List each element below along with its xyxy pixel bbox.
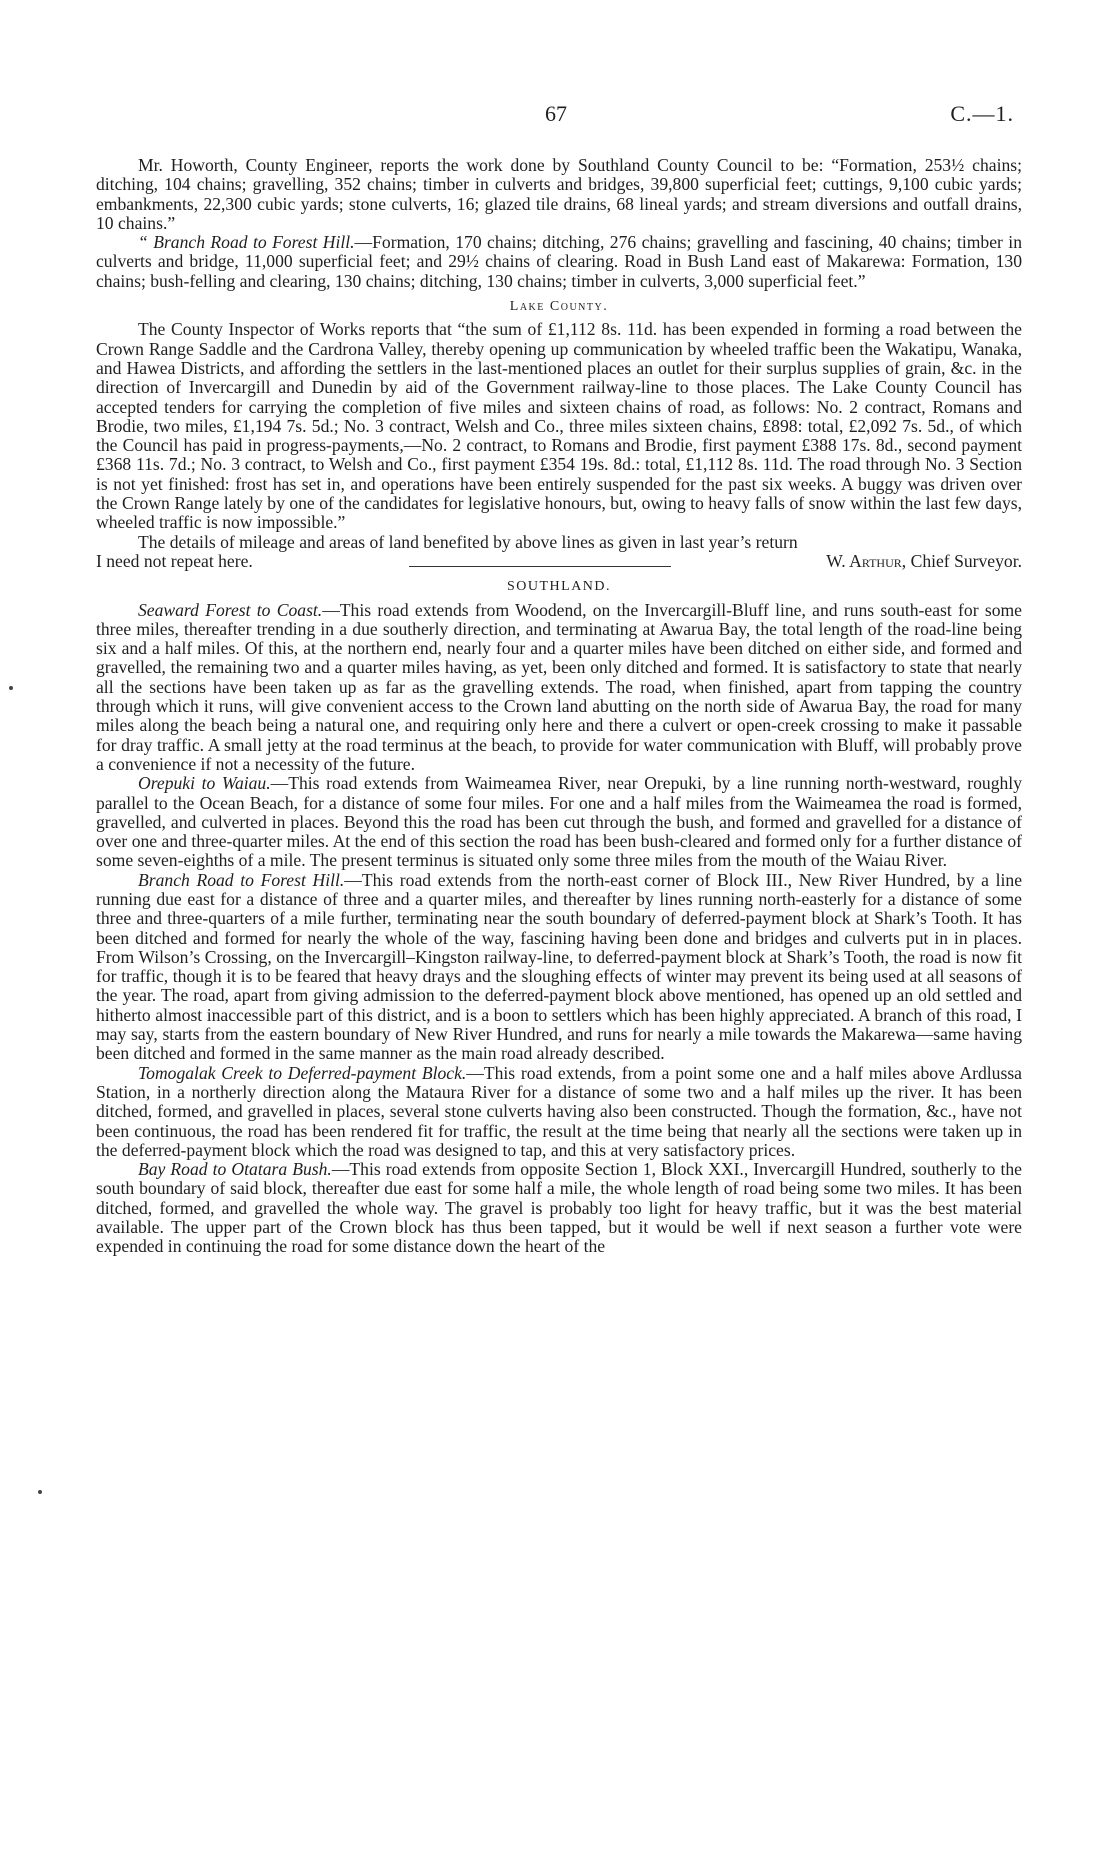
details-paragraph: The details of mileage and areas of land benefited by above lines as given in last year’s return bbox=[138, 531, 798, 552]
page-number: 67 bbox=[545, 101, 567, 126]
lake-county-paragraph: The County Inspector of Works reports that “the sum of £1,112 8s. 11d. has been expended in forming a road between the Crown Range Saddle and the Cardrona Valley, thereby opening up communication by wheeled traffic been the Wakatipu, Wanaka, and Hawea Districts, and affording the settlers in the last-mentioned places an outlet for their surplus supplies of grain, &c. in the direction of Invercargill and Dunedin by aid of the Government railway-line to those places. The Lake County Council has accepted tenders for carrying the completion of five miles and sixteen chains of road, as follows: No. 2 contract, Romans and Brodie, two miles, £1,194 7s. 5d.; No. 3 contract, Welsh and Co., three miles sixteen chains, £898: total, £2,092 7s. 5d., of which the Council has paid in progress-payments,—No. 2 contract, to Romans and Brodie, first payment £388 17s. 8d., second payment £368 11s. 7d.; No. 3 contract, to Welsh and Co., first payment £354 19s. 8d.: total, £1,112 8s. 11d. The road through No. 3 Section is not yet finished: frost has set in, and operations have been entirely suspended for the past six weeks. A buggy was driven over the Crown Range lately by one of the candidates for legislative honours, but, owing to heavy falls of snow within the last few days, wheeled traffic is now impossible.” bbox=[96, 319, 1022, 533]
branch-road-quote-text: —Formation, 170 chains; ditching, 276 chains; gravelling and fascining, 40 chains; timber in culverts and bridge, 11,000 superficial feet; and 29½ chains of clearing. Road in Bush Land east of Makarewa: Formation, 130 chains; bush-felling and clearing, 130 chains; ditching, 130 chains; timber in culverts, 3,000 superficial feet.” bbox=[96, 232, 1022, 291]
section-text: —This road extends from Woodend, on the Invercargill-Bluff line, and runs south-east for some three miles, thereafter trending in a due southerly direction, and terminating at Awarua Bay, the total length of the road-line being six and a half miles. Of this, at the northern end, nearly four and a quarter miles have been ditched on either side, and formed and gravelled, the remaining two and a quarter miles having, as yet, been only ditched and formed. It is satisfactory to state that nearly all the sections have been taken up as far as the gravelling extends. The road, when finished, apart from tapping the country through which it runs, will give convenient access to the Crown land abutting on the north side of Awarua Bay, the road for many miles along the beach being a natural one, and requiring only here and there a culvert or open-creek crossing to make it passable for dray traffic. A small jetty at the road terminus at the beach, to provide for water communication with Bluff, will probably prove a convenience if not a necessity of the future. bbox=[96, 599, 1022, 774]
southland-section bbox=[96, 774, 1022, 870]
margin-mark bbox=[38, 1490, 42, 1494]
divider-rule bbox=[409, 566, 671, 567]
southland-heading: SOUTHLAND. bbox=[506, 579, 612, 595]
southland-section bbox=[96, 601, 1022, 775]
signature-name: W. Arthur, bbox=[826, 550, 907, 571]
branch-road-quote-title: “ Branch Road to Forest Hill. bbox=[138, 232, 355, 253]
page-header bbox=[0, 101, 1114, 132]
southland-section bbox=[96, 1064, 1022, 1160]
section-title: Seaward Forest to Coast. bbox=[138, 599, 323, 620]
section-title: Branch Road to Forest Hill. bbox=[138, 869, 345, 890]
section-title: Orepuki to Waiau. bbox=[138, 773, 271, 794]
signature-row bbox=[96, 552, 1022, 571]
section-text: —This road extends from opposite Section 1, Block XXI., Invercargill Hundred, southerly to the south boundary of said block, thereafter due east for some half a mile, the whole length of road being some two miles. It has been ditched, formed, and gravelled the whole way. The gravel is probably too light for heavy traffic, but it was the best material available. The upper part of the Crown block has thus been tapped, but it would be well if next season a further vote were expended in continuing the road for some distance down the heart of the bbox=[96, 1159, 1022, 1257]
section-title: Tomogalak Creek to Deferred-payment Block. bbox=[138, 1062, 467, 1083]
document-reference: C.—1. bbox=[950, 101, 1014, 126]
engineer-report-paragraph: Mr. Howorth, County Engineer, reports the work done by Southland County Council to be: “Formation, 253½ chains; ditching, 104 chains; gravelling, 352 chains; timber in culverts and bridges, 39,800 superficial feet; cuttings, 9,100 cubic yards; embankments, 22,300 cubic yards; stone culverts, 16; glazed tile drains, 68 lineal yards; and stream diversions and outfall drains, 10 chains.” bbox=[96, 155, 1022, 233]
signature-title: Chief Surveyor. bbox=[910, 550, 1022, 571]
southland-section bbox=[96, 1160, 1022, 1256]
section-text: —This road extends from the north-east corner of Block III., New River Hundred, by a line running due east for a distance of three and a quarter miles, and thereafter by lines running north-easterly for a distance of some three and three-quarters of a mile further, terminating near the south boundary of deferred-payment block at Shark’s Tooth. It has been ditched and formed for nearly the whole of the way, fascining having been done and bridges and culverts put in in places. From Wilson’s Crossing, on the Invercargill–Kingston railway-line, to deferred-payment block at Shark’s Tooth, the road is now fit for traffic, though it is to be feared that heavy drays and the sloughing effects of winter may prevent its being used at all seasons of the year. The road, apart from giving admission to the deferred-payment block above mentioned, has opened up an old settled and hitherto almost inaccessible part of this district, and is a boon to settlers which has been highly appreciated. A branch of this road, I may say, starts from the eastern boundary of New River Hundred, and runs for nearly a mile towards the Makarewa—same having been ditched and formed in the same manner as the main road already described. bbox=[96, 869, 1023, 1064]
section-text: —This road extends from Waimeamea River, near Orepuki, by a line running north-westward, roughly parallel to the Ocean Beach, for a distance of some four miles. For one and a half miles from the Waimeamea the road is formed, gravelled, and culverted in places. Beyond this the road has been cut through the bush, and formed and gravelled for a distance of over one and three-quarter miles. At the end of this section the road has been bush-cleared and formed only for a further distance of some seven-eighths of a mile. The present terminus is situated only some three miles from the mouth of the Waiau River. bbox=[96, 773, 1022, 871]
document-body bbox=[96, 156, 1022, 1257]
closing-text: I need not repeat here. bbox=[96, 550, 253, 571]
section-text: —This road extends, from a point some one and a half miles above Ardlussa Station, in a northerly direction along the Mataura River for a distance of some two and a half miles up the river. It has been ditched, formed, and gravelled in places, several stone culverts having also been constructed. Though the formation, &c., have not been continuous, the road has been rendered fit for traffic, the result at the time being that nearly all the sections were taken up in the deferred-payment block which the road was designed to tap, and this at very satisfactory prices. bbox=[96, 1062, 1022, 1160]
branch-road-quote-paragraph bbox=[96, 233, 1022, 291]
southland-section bbox=[96, 871, 1022, 1064]
section-title: Bay Road to Otatara Bush. bbox=[138, 1159, 332, 1180]
margin-mark bbox=[9, 686, 13, 690]
lake-county-heading: Lake County. bbox=[509, 299, 609, 315]
signature bbox=[826, 552, 1022, 571]
